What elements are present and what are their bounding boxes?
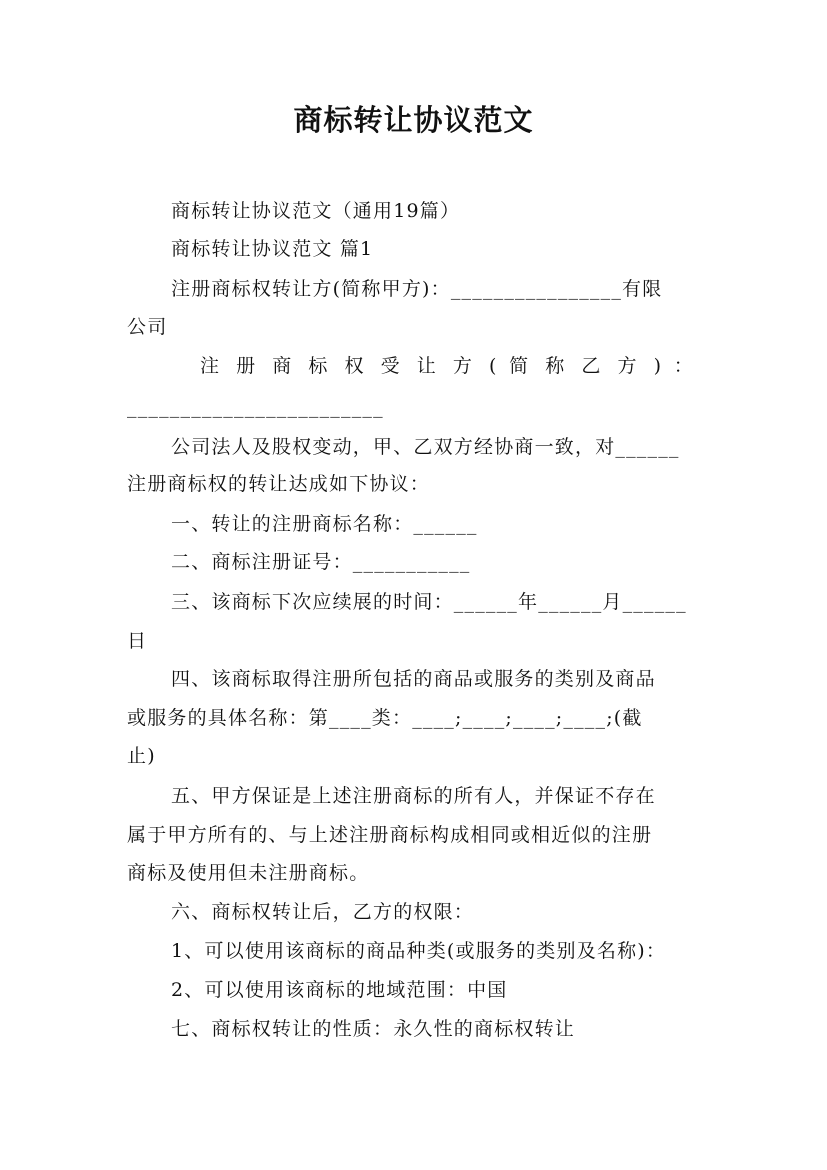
document-title: 商标转让协议范文 [293,103,534,137]
paragraph-line: 1、可以使用该商标的商品种类(或服务的类别及名称)： [171,940,667,962]
paragraph-line: 商标及使用但未注册商标。 [127,862,370,884]
paragraph-line: 注册商标权的转让达成如下协议： [127,473,431,495]
paragraph-line: 2、可以使用该商标的地域范围：中国 [171,979,508,1001]
paragraph-line: ________________________ [127,396,384,418]
paragraph-line: 注 册 商 标 权 受 让 方 ( 简 称 乙 方 ) ： [200,355,694,377]
paragraph-line: 七、商标权转让的性质：永久性的商标权转让 [171,1018,576,1040]
paragraph-line: 四、该商标取得注册所包括的商品或服务的类别及商品 [171,668,656,690]
paragraph-line: 属于甲方所有的、与上述注册商标构成相同或相近似的注册 [127,824,653,846]
paragraph-line: 日 [127,630,148,652]
paragraph-line: 三、该商标下次应续展的时间：______年______月______ [171,591,687,613]
paragraph-line: 商标转让协议范文 篇1 [171,238,374,260]
paragraph-line: 商标转让协议范文（通用19篇） [171,200,461,222]
paragraph-line: 一、转让的注册商标名称：______ [171,513,478,535]
paragraph-line: 公司 [127,316,168,338]
paragraph-line: 公司法人及股权变动，甲、乙双方经协商一致，对______ [171,436,680,458]
paragraph-line: 六、商标权转让后，乙方的权限： [171,901,475,923]
paragraph-line: 止) [127,745,156,767]
paragraph-line: 注册商标权转让方(简称甲方)：________________有限 [171,278,663,300]
paragraph-line: 或服务的具体名称：第____类：____;____;____;____;(截 [127,707,643,729]
paragraph-line: 五、甲方保证是上述注册商标的所有人，并保证不存在 [171,785,656,807]
paragraph-line: 二、商标注册证号：___________ [171,551,471,573]
